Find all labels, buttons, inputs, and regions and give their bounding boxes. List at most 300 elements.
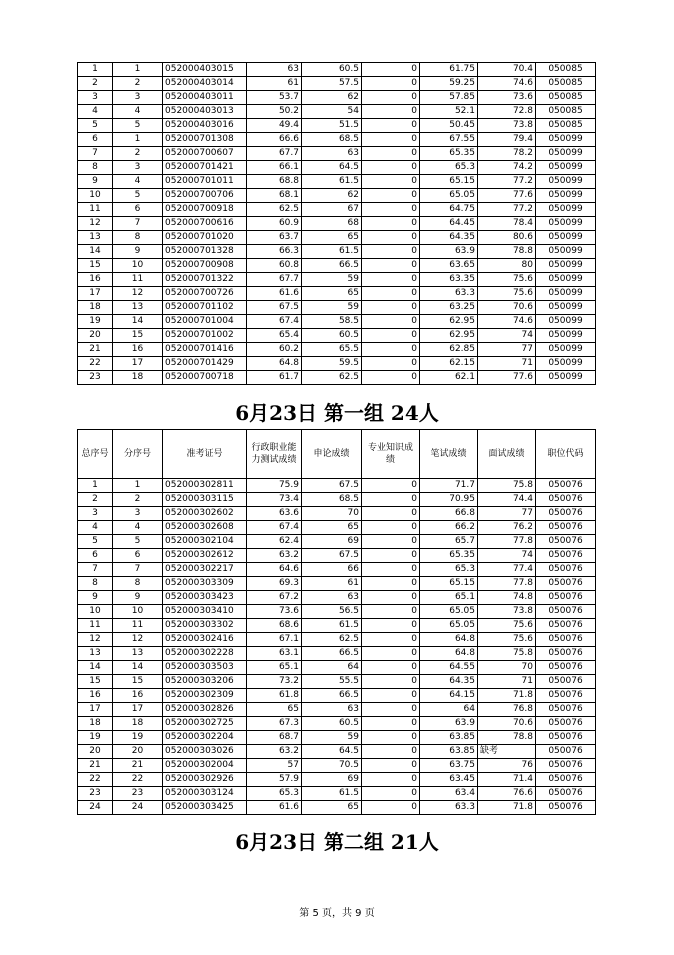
cell-professional-score: 0	[362, 301, 420, 315]
cell-interview-score: 71.8	[478, 689, 536, 703]
cell-sub-index: 17	[113, 357, 163, 371]
cell-exam-id: 052000302204	[163, 731, 247, 745]
cell-sub-index: 4	[113, 105, 163, 119]
cell-position-code: 050099	[536, 287, 596, 301]
table-row	[78, 731, 596, 745]
cell-position-code: 050085	[536, 63, 596, 77]
cell-professional-score: 0	[362, 217, 420, 231]
cell-total-index: 16	[78, 689, 113, 703]
cell-essay-score: 61.5	[302, 787, 362, 801]
cell-aptitude-score: 68.1	[247, 189, 302, 203]
table-row	[78, 577, 596, 591]
cell-essay-score: 59.5	[302, 357, 362, 371]
cell-total-index: 17	[78, 703, 113, 717]
cell-aptitude-score: 68.8	[247, 175, 302, 189]
cell-position-code: 050099	[536, 133, 596, 147]
cell-interview-score: 75.6	[478, 619, 536, 633]
cell-sub-index: 17	[113, 703, 163, 717]
cell-total-index: 17	[78, 287, 113, 301]
table-row	[78, 563, 596, 577]
cell-position-code: 050099	[536, 315, 596, 329]
cell-essay-score: 67.5	[302, 549, 362, 563]
cell-aptitude-score: 68.7	[247, 731, 302, 745]
cell-sub-index: 12	[113, 633, 163, 647]
cell-sub-index: 15	[113, 329, 163, 343]
cell-aptitude-score: 67.4	[247, 521, 302, 535]
table-row	[78, 479, 596, 493]
cell-professional-score: 0	[362, 147, 420, 161]
table-row	[78, 745, 596, 759]
cell-sub-index: 2	[113, 77, 163, 91]
cell-written-score: 52.1	[420, 105, 478, 119]
cell-written-score: 64.35	[420, 231, 478, 245]
cell-exam-id: 052000303206	[163, 675, 247, 689]
cell-total-index: 10	[78, 189, 113, 203]
cell-essay-score: 68	[302, 217, 362, 231]
cell-interview-score: 70	[478, 661, 536, 675]
table-row	[78, 675, 596, 689]
cell-essay-score: 70.5	[302, 759, 362, 773]
cell-interview-score: 75.6	[478, 287, 536, 301]
cell-sub-index: 16	[113, 689, 163, 703]
cell-exam-id: 052000701002	[163, 329, 247, 343]
cell-interview-score: 76	[478, 759, 536, 773]
cell-interview-score: 76.8	[478, 703, 536, 717]
cell-interview-score: 75.8	[478, 647, 536, 661]
cell-position-code: 050085	[536, 105, 596, 119]
cell-essay-score: 66.5	[302, 689, 362, 703]
cell-interview-score: 75.6	[478, 273, 536, 287]
cell-essay-score: 62	[302, 91, 362, 105]
table-row	[78, 787, 596, 801]
cell-interview-score: 77	[478, 507, 536, 521]
cell-essay-score: 61.5	[302, 245, 362, 259]
cell-exam-id: 052000302826	[163, 703, 247, 717]
cell-interview-score: 缺考	[478, 745, 536, 759]
cell-sub-index: 14	[113, 661, 163, 675]
cell-total-index: 13	[78, 231, 113, 245]
cell-interview-score: 79.4	[478, 133, 536, 147]
cell-exam-id: 052000303425	[163, 801, 247, 815]
cell-professional-score: 0	[362, 801, 420, 815]
table-row	[78, 217, 596, 231]
header-exam-id: 准考证号	[163, 430, 247, 479]
cell-position-code: 050076	[536, 549, 596, 563]
cell-interview-score: 78.8	[478, 245, 536, 259]
cell-exam-id: 052000302926	[163, 773, 247, 787]
cell-position-code: 050099	[536, 231, 596, 245]
cell-essay-score: 68.5	[302, 133, 362, 147]
table-row	[78, 273, 596, 287]
cell-essay-score: 57.5	[302, 77, 362, 91]
cell-written-score: 64.75	[420, 203, 478, 217]
cell-position-code: 050076	[536, 493, 596, 507]
cell-exam-id: 052000700918	[163, 203, 247, 217]
cell-exam-id: 052000701102	[163, 301, 247, 315]
table-row	[78, 133, 596, 147]
cell-interview-score: 77	[478, 343, 536, 357]
header-aptitude-score: 行政职业能力测试成绩	[247, 430, 302, 479]
cell-exam-id: 052000700616	[163, 217, 247, 231]
cell-exam-id: 052000701011	[163, 175, 247, 189]
cell-essay-score: 65	[302, 801, 362, 815]
cell-essay-score: 69	[302, 535, 362, 549]
table-row	[78, 371, 596, 385]
cell-written-score: 59.25	[420, 77, 478, 91]
cell-written-score: 64.55	[420, 661, 478, 675]
cell-position-code: 050099	[536, 343, 596, 357]
cell-professional-score: 0	[362, 259, 420, 273]
cell-essay-score: 61.5	[302, 619, 362, 633]
cell-written-score: 50.45	[420, 119, 478, 133]
cell-written-score: 63.85	[420, 745, 478, 759]
cell-professional-score: 0	[362, 189, 420, 203]
cell-written-score: 65.05	[420, 189, 478, 203]
cell-professional-score: 0	[362, 105, 420, 119]
cell-exam-id: 052000701429	[163, 357, 247, 371]
cell-aptitude-score: 64.8	[247, 357, 302, 371]
cell-position-code: 050076	[536, 563, 596, 577]
cell-interview-score: 70.6	[478, 301, 536, 315]
table-row	[78, 91, 596, 105]
table-row	[78, 357, 596, 371]
cell-aptitude-score: 63.2	[247, 745, 302, 759]
cell-interview-score: 74.2	[478, 161, 536, 175]
cell-exam-id: 052000303026	[163, 745, 247, 759]
cell-aptitude-score: 63.1	[247, 647, 302, 661]
table-row	[78, 801, 596, 815]
cell-interview-score: 70.6	[478, 717, 536, 731]
cell-aptitude-score: 49.4	[247, 119, 302, 133]
cell-aptitude-score: 67.2	[247, 591, 302, 605]
cell-total-index: 8	[78, 577, 113, 591]
cell-aptitude-score: 61.6	[247, 801, 302, 815]
cell-sub-index: 23	[113, 787, 163, 801]
table-header-row	[78, 430, 596, 479]
cell-professional-score: 0	[362, 231, 420, 245]
score-table-group-1	[77, 429, 596, 815]
cell-total-index: 10	[78, 605, 113, 619]
table-row	[78, 231, 596, 245]
cell-exam-id: 052000701421	[163, 161, 247, 175]
table-row	[78, 147, 596, 161]
cell-professional-score: 0	[362, 563, 420, 577]
cell-exam-id: 052000701308	[163, 133, 247, 147]
cell-interview-score: 78.2	[478, 147, 536, 161]
cell-total-index: 7	[78, 147, 113, 161]
cell-exam-id: 052000403016	[163, 119, 247, 133]
cell-exam-id: 052000700706	[163, 189, 247, 203]
cell-written-score: 70.95	[420, 493, 478, 507]
cell-total-index: 6	[78, 549, 113, 563]
cell-essay-score: 65	[302, 231, 362, 245]
cell-total-index: 20	[78, 745, 113, 759]
cell-written-score: 62.95	[420, 315, 478, 329]
table-row	[78, 773, 596, 787]
cell-sub-index: 9	[113, 245, 163, 259]
cell-sub-index: 7	[113, 217, 163, 231]
cell-interview-score: 77.2	[478, 175, 536, 189]
cell-position-code: 050099	[536, 175, 596, 189]
cell-exam-id: 052000701004	[163, 315, 247, 329]
cell-written-score: 65.15	[420, 577, 478, 591]
cell-position-code: 050099	[536, 245, 596, 259]
cell-written-score: 61.75	[420, 63, 478, 77]
cell-professional-score: 0	[362, 175, 420, 189]
cell-professional-score: 0	[362, 315, 420, 329]
cell-essay-score: 62.5	[302, 371, 362, 385]
cell-written-score: 65.3	[420, 563, 478, 577]
table-row	[78, 245, 596, 259]
cell-interview-score: 70.4	[478, 63, 536, 77]
cell-interview-score: 76.6	[478, 787, 536, 801]
table-row	[78, 259, 596, 273]
cell-position-code: 050076	[536, 759, 596, 773]
cell-written-score: 64	[420, 703, 478, 717]
cell-written-score: 63.35	[420, 273, 478, 287]
header-position-code: 职位代码	[536, 430, 596, 479]
cell-essay-score: 66.5	[302, 647, 362, 661]
header-sub-index: 分序号	[113, 430, 163, 479]
cell-written-score: 63.9	[420, 717, 478, 731]
cell-sub-index: 4	[113, 521, 163, 535]
header-professional-score: 专业知识成绩	[362, 430, 420, 479]
cell-written-score: 64.8	[420, 633, 478, 647]
cell-exam-id: 052000403011	[163, 91, 247, 105]
cell-position-code: 050076	[536, 773, 596, 787]
cell-written-score: 65.7	[420, 535, 478, 549]
cell-total-index: 2	[78, 493, 113, 507]
cell-essay-score: 69	[302, 773, 362, 787]
cell-aptitude-score: 68.6	[247, 619, 302, 633]
cell-sub-index: 11	[113, 273, 163, 287]
cell-position-code: 050076	[536, 787, 596, 801]
cell-essay-score: 63	[302, 703, 362, 717]
cell-interview-score: 74.6	[478, 77, 536, 91]
table-row	[78, 77, 596, 91]
cell-sub-index: 5	[113, 535, 163, 549]
cell-interview-score: 71	[478, 675, 536, 689]
cell-written-score: 62.85	[420, 343, 478, 357]
cell-total-index: 2	[78, 77, 113, 91]
table-row	[78, 619, 596, 633]
cell-position-code: 050076	[536, 535, 596, 549]
table-row	[78, 549, 596, 563]
cell-aptitude-score: 63.2	[247, 549, 302, 563]
cell-total-index: 15	[78, 259, 113, 273]
cell-exam-id: 052000302612	[163, 549, 247, 563]
cell-position-code: 050076	[536, 731, 596, 745]
cell-written-score: 62.95	[420, 329, 478, 343]
cell-exam-id: 052000403015	[163, 63, 247, 77]
cell-position-code: 050099	[536, 161, 596, 175]
cell-essay-score: 56.5	[302, 605, 362, 619]
cell-essay-score: 66	[302, 563, 362, 577]
cell-sub-index: 10	[113, 605, 163, 619]
cell-written-score: 62.1	[420, 371, 478, 385]
cell-exam-id: 052000403013	[163, 105, 247, 119]
cell-sub-index: 18	[113, 717, 163, 731]
table-row	[78, 633, 596, 647]
cell-position-code: 050085	[536, 91, 596, 105]
cell-total-index: 3	[78, 91, 113, 105]
cell-total-index: 5	[78, 119, 113, 133]
table-row	[78, 689, 596, 703]
cell-sub-index: 22	[113, 773, 163, 787]
cell-professional-score: 0	[362, 675, 420, 689]
cell-position-code: 050076	[536, 633, 596, 647]
cell-aptitude-score: 57	[247, 759, 302, 773]
table-row	[78, 717, 596, 731]
cell-total-index: 5	[78, 535, 113, 549]
cell-professional-score: 0	[362, 479, 420, 493]
cell-aptitude-score: 61.8	[247, 689, 302, 703]
table-row	[78, 605, 596, 619]
cell-interview-score: 80	[478, 259, 536, 273]
cell-position-code: 050076	[536, 717, 596, 731]
cell-written-score: 63.45	[420, 773, 478, 787]
cell-aptitude-score: 60.9	[247, 217, 302, 231]
cell-aptitude-score: 65.3	[247, 787, 302, 801]
cell-aptitude-score: 73.4	[247, 493, 302, 507]
table-row	[78, 759, 596, 773]
cell-essay-score: 70	[302, 507, 362, 521]
cell-total-index: 14	[78, 661, 113, 675]
cell-professional-score: 0	[362, 63, 420, 77]
cell-exam-id: 052000700718	[163, 371, 247, 385]
cell-sub-index: 24	[113, 801, 163, 815]
cell-interview-score: 77.2	[478, 203, 536, 217]
cell-sub-index: 8	[113, 577, 163, 591]
cell-position-code: 050099	[536, 273, 596, 287]
cell-position-code: 050076	[536, 619, 596, 633]
cell-professional-score: 0	[362, 787, 420, 801]
cell-aptitude-score: 64.6	[247, 563, 302, 577]
cell-total-index: 12	[78, 217, 113, 231]
cell-total-index: 19	[78, 315, 113, 329]
cell-total-index: 21	[78, 759, 113, 773]
cell-exam-id: 052000303423	[163, 591, 247, 605]
cell-written-score: 65.35	[420, 549, 478, 563]
cell-exam-id: 052000302811	[163, 479, 247, 493]
table-row	[78, 535, 596, 549]
cell-essay-score: 58.5	[302, 315, 362, 329]
cell-professional-score: 0	[362, 273, 420, 287]
cell-aptitude-score: 53.7	[247, 91, 302, 105]
cell-exam-id: 052000700726	[163, 287, 247, 301]
cell-essay-score: 61.5	[302, 175, 362, 189]
cell-position-code: 050099	[536, 357, 596, 371]
cell-exam-id: 052000303410	[163, 605, 247, 619]
cell-total-index: 22	[78, 357, 113, 371]
cell-aptitude-score: 66.1	[247, 161, 302, 175]
cell-professional-score: 0	[362, 357, 420, 371]
cell-total-index: 24	[78, 801, 113, 815]
cell-sub-index: 10	[113, 259, 163, 273]
cell-essay-score: 64	[302, 661, 362, 675]
cell-sub-index: 13	[113, 301, 163, 315]
cell-total-index: 16	[78, 273, 113, 287]
cell-written-score: 57.85	[420, 91, 478, 105]
header-interview-score: 面试成绩	[478, 430, 536, 479]
group-heading-2: 6月23日 第二组 21人	[235, 830, 439, 854]
cell-written-score: 64.8	[420, 647, 478, 661]
cell-written-score: 66.8	[420, 507, 478, 521]
cell-sub-index: 3	[113, 507, 163, 521]
cell-aptitude-score: 63.7	[247, 231, 302, 245]
cell-exam-id: 052000302416	[163, 633, 247, 647]
cell-professional-score: 0	[362, 521, 420, 535]
cell-professional-score: 0	[362, 203, 420, 217]
cell-position-code: 050099	[536, 371, 596, 385]
table-row	[78, 703, 596, 717]
cell-professional-score: 0	[362, 119, 420, 133]
cell-sub-index: 3	[113, 91, 163, 105]
cell-sub-index: 9	[113, 591, 163, 605]
cell-professional-score: 0	[362, 77, 420, 91]
cell-aptitude-score: 65.1	[247, 661, 302, 675]
cell-aptitude-score: 65.4	[247, 329, 302, 343]
table-row	[78, 175, 596, 189]
table-row	[78, 203, 596, 217]
cell-professional-score: 0	[362, 647, 420, 661]
cell-interview-score: 74.4	[478, 493, 536, 507]
cell-interview-score: 73.8	[478, 119, 536, 133]
cell-interview-score: 73.8	[478, 605, 536, 619]
cell-professional-score: 0	[362, 745, 420, 759]
cell-essay-score: 63	[302, 591, 362, 605]
cell-exam-id: 052000302725	[163, 717, 247, 731]
cell-essay-score: 64.5	[302, 161, 362, 175]
cell-aptitude-score: 67.3	[247, 717, 302, 731]
cell-total-index: 20	[78, 329, 113, 343]
cell-sub-index: 3	[113, 161, 163, 175]
cell-position-code: 050099	[536, 329, 596, 343]
cell-exam-id: 052000302228	[163, 647, 247, 661]
cell-professional-score: 0	[362, 329, 420, 343]
cell-professional-score: 0	[362, 371, 420, 385]
table-row	[78, 301, 596, 315]
cell-total-index: 9	[78, 591, 113, 605]
cell-aptitude-score: 69.3	[247, 577, 302, 591]
cell-written-score: 63.75	[420, 759, 478, 773]
cell-interview-score: 77.6	[478, 371, 536, 385]
cell-written-score: 65.1	[420, 591, 478, 605]
table-row	[78, 507, 596, 521]
cell-sub-index: 12	[113, 287, 163, 301]
cell-position-code: 050076	[536, 661, 596, 675]
cell-essay-score: 60.5	[302, 63, 362, 77]
cell-exam-id: 052000701020	[163, 231, 247, 245]
cell-interview-score: 71.4	[478, 773, 536, 787]
table-row	[78, 329, 596, 343]
cell-exam-id: 052000700908	[163, 259, 247, 273]
table-row	[78, 647, 596, 661]
cell-professional-score: 0	[362, 577, 420, 591]
cell-professional-score: 0	[362, 507, 420, 521]
table-row	[78, 189, 596, 203]
cell-position-code: 050099	[536, 301, 596, 315]
cell-total-index: 12	[78, 633, 113, 647]
cell-aptitude-score: 63.6	[247, 507, 302, 521]
cell-position-code: 050099	[536, 259, 596, 273]
cell-sub-index: 14	[113, 315, 163, 329]
cell-aptitude-score: 65	[247, 703, 302, 717]
cell-sub-index: 6	[113, 549, 163, 563]
cell-essay-score: 51.5	[302, 119, 362, 133]
cell-aptitude-score: 67.5	[247, 301, 302, 315]
cell-essay-score: 66.5	[302, 259, 362, 273]
